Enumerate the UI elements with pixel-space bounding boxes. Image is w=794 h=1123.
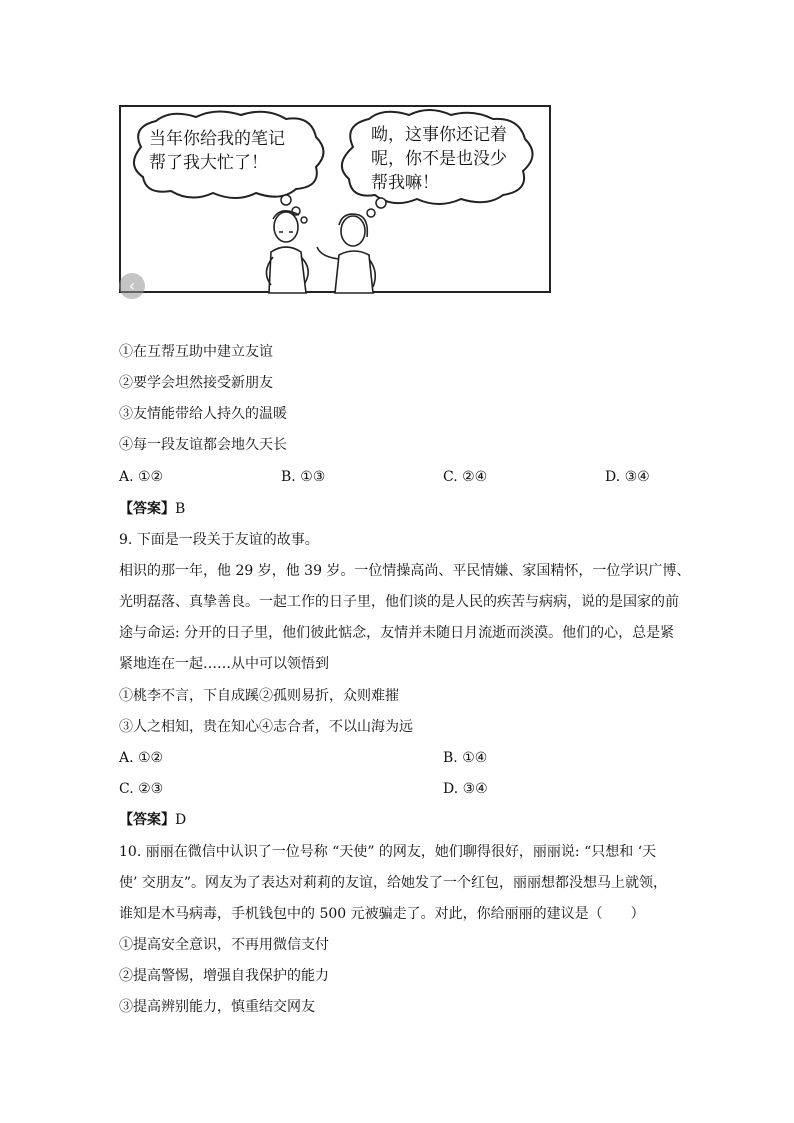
answer-label: 【答案】: [119, 501, 175, 517]
q10-stem-line-3: 谁知是木马病毒，手机钱包中的 500 元被骗走了。对此，你给丽丽的建议是（ ）: [119, 906, 645, 922]
q9-option-a: A. ①②: [119, 750, 164, 766]
thought-dot: [301, 217, 307, 223]
q9-answer: [119, 810, 186, 830]
bubble-right-text: 呦，这事你还记着 呢，你不是也没少 帮我嘛！: [371, 125, 507, 193]
answer-label: 【答案】: [119, 812, 175, 828]
q9-para-line-2: 光明磊落、真挚善良。一起工作的日子里，他们谈的是人民的疾苦与病病，说的是国家的前: [119, 594, 679, 610]
person-right: [317, 214, 375, 293]
q9-stem: 9. 下面是一段关于友谊的故事。: [119, 532, 319, 548]
q8-option-d: D. ③④: [605, 469, 650, 485]
q8-item-4: ④每一段友谊都会地久天长: [119, 437, 287, 453]
q9-option-c: C. ②③: [119, 781, 164, 797]
q8-answer: [119, 499, 185, 519]
q8-option-c: C. ②④: [443, 469, 488, 485]
q10-stem-line-2: 使’ 交朋友”。网友为了表达对莉莉的友谊，给她发了一个红包，丽丽想都没想马上就领，: [119, 875, 668, 891]
q10-item-3: ③提高辨别能力，慎重结交网友: [119, 999, 315, 1015]
q10-item-1: ①提高安全意识，不再用微信支付: [119, 937, 329, 953]
thought-dot: [376, 198, 386, 208]
thought-dot: [367, 209, 375, 217]
q10-stem-line-1: 10. 丽丽在微信中认识了一位号称 “天使” 的网友，她们聊得很好，丽丽说: “只想和 ‘天: [119, 844, 657, 860]
q8-option-b: B. ①③: [281, 469, 326, 485]
answer-value: B: [175, 501, 186, 517]
q9-para-line-1: 相识的那一年，他 29 岁，他 39 岁。一位情操高尚、平民情嫌、家国精怀，一位学识广博、: [119, 563, 691, 579]
bubble-left-text: 当年你给我的笔记 帮了我大忙了！: [149, 129, 285, 173]
prev-arrow-icon[interactable]: ‹: [119, 273, 145, 299]
q8-option-a: A. ①②: [119, 469, 164, 485]
q9-item-2: ③人之相知，贵在知心④志合者，不以山海为远: [119, 719, 413, 735]
q8-item-2: ②要学会坦然接受新朋友: [119, 375, 273, 391]
q8-item-3: ③友情能带给人持久的温暖: [119, 406, 287, 422]
q8-item-1: ①在互帮互助中建立友谊: [119, 344, 273, 360]
q9-item-1: ①桃李不言，下自成蹊②孤则易折，众则难摧: [119, 688, 399, 704]
q10-item-2: ②提高警惕，增强自我保护的能力: [119, 968, 329, 984]
person-left: [266, 211, 308, 293]
q9-para-line-4: 紧地连在一起……从中可以领悟到: [119, 656, 329, 672]
comic-illustration: [119, 105, 551, 293]
thought-dot: [281, 195, 291, 205]
q9-option-d: D. ③④: [443, 781, 488, 797]
q9-para-line-3: 途与命运: 分开的日子里，他们彼此惦念，友情并未随日月流逝而淡漠。他们的心，总是紧: [119, 625, 675, 641]
q9-option-b: B. ①④: [443, 750, 488, 766]
answer-value: D: [175, 812, 187, 828]
